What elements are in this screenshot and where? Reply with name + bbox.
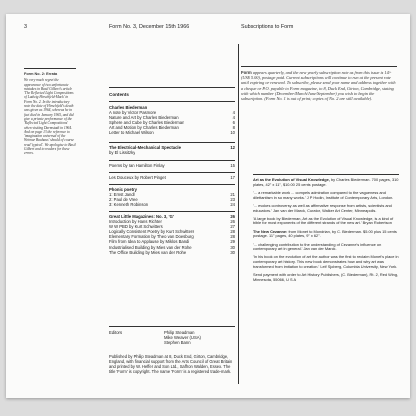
book-advert <box>253 178 399 286</box>
toc-entry-page: 15 <box>230 163 235 168</box>
toc-entry-page: 6 <box>232 120 235 126</box>
toc-entry <box>109 202 235 207</box>
editors-rule <box>109 326 235 327</box>
toc-entry-page: 8 <box>232 125 235 131</box>
advert-text: '... evokes controversy as well as affirmative response from artists, scientists and educators.' Jan van der Marck, Curator, Walker Art Center, Minneapolis. <box>253 202 392 213</box>
toc-entry-title: Industrialised Building by Mies van der Rohe <box>109 244 192 250</box>
toc-entry-title: Elementary Formation by Theo van Doesburg <box>109 234 194 240</box>
advert-paragraph <box>253 204 399 213</box>
errata-rule <box>24 68 76 69</box>
toc-entry-title: 2: Paul de Vree <box>109 197 138 203</box>
advert-text: by Charles Biederman. 700 pages, 310 plates, 42" x 11", $10.00 25 cents postage. <box>253 177 399 187</box>
toc-rule <box>109 160 235 161</box>
toc-rule <box>109 211 235 212</box>
toc-heading-page: 12 <box>230 145 235 150</box>
toc-entry <box>109 250 235 255</box>
toc-entry-title: Nature and Art by Charles Biederman <box>109 115 179 121</box>
editor-name: Philip Steadman <box>164 330 195 335</box>
toc-entry-title: W W PBD by Kurt Schwitters <box>109 224 163 230</box>
toc-rule <box>109 101 235 102</box>
advert-paragraph <box>253 178 399 187</box>
toc-entry-page: 30 <box>230 249 235 255</box>
errata-note <box>24 72 76 156</box>
editor-names <box>164 330 201 345</box>
contents-title: Contents <box>109 92 129 97</box>
subscription-rule <box>241 66 397 67</box>
magazine-page <box>6 14 410 398</box>
toc-heading-page: 26 <box>230 214 235 219</box>
advert-text: 'In his book on the evolution of art the author was the first to reclaim Monet's place in contemporary art history. This new book demonstrates how and why art was transformed from imitation to creation.' Leif Sjoberg, Columbia University, New York. <box>253 254 399 269</box>
toc-section-spectacle <box>109 145 235 155</box>
toc-entry-page: 28 <box>230 229 235 235</box>
toc-entry-page: 21 <box>230 192 235 198</box>
toc-entry-page: 23 <box>230 197 235 203</box>
toc-entry <box>109 130 235 135</box>
advert-paragraph <box>253 273 399 282</box>
advert-text: '... a remarkable work ... compels admiration compared to the vagueness and dilettantism in so many works.' J P Hodin, Institute of Contemporary Arts, London. <box>253 189 394 200</box>
toc-entry-page: 17 <box>230 175 235 180</box>
advert-text: 'A large book by Biederman, Art as the Evolution of Visual Knowledge, is a kind of bible for most exponents of the different strands of the new art.' Bryan Robertson <box>253 215 394 226</box>
toc-heading-title: Great Little Magazines: No. 3, 'G' <box>109 214 174 219</box>
subscription-info <box>241 70 397 101</box>
toc-rule <box>109 142 235 143</box>
subscription-lead: Form <box>241 70 252 75</box>
contents-rule <box>109 87 235 88</box>
errata-text: We very much regret the appearance of two unfortunate mistakes in Basil Gilbert's article 'The Reflected Light Compositions of Ludwig Hirschfeld-Mack' in Form No. 2. In the introductory note the date of Hirschfeld's death was given as 1964, whereas he in fact died in January 1965, and did give a private performance of the 'Reflected Light Compositions' when visiting Darmstadt in 1964. And on page 13 the reference to 'imagination universal of the Weimar Bauhaus' should of course read 'typical'. We apologise to Basil Gilbert and to readers for these errors. <box>24 78 76 156</box>
toc-entry-title: Les Douceux by Robert Pinget <box>109 175 166 180</box>
subscription-text: appears quarterly, and the new yearly subscription rate as from this issue is 14/- (US$ 5.00), postage paid. Current subscriptions will continue to run at the present rate until expiring or renewed. To subscribe, please send your name and address together with a cheque or P.O. payable to Form magazine, to 8, Duck End, Girton, Cambridge, stating with which number (December/March/June/September) you wish to begin the subscription. (Form No. 1 is out of print; copies of No. 2 are still available). <box>241 70 396 102</box>
toc-section-biederman <box>109 105 235 136</box>
toc-entry-page: 4 <box>232 110 235 116</box>
advert-paragraph <box>253 230 399 239</box>
issue-line: Form No. 3, December 15th 1966 <box>109 24 190 30</box>
toc-section-phonic <box>109 187 235 207</box>
publisher-note: Published by Philip Steadman at 8, Duck End, Girton, Cambridge, England, with financial support from the Arts Council of Great Britain and printed by W. Heffer and Son Ltd., Saffron Walden, Essex. The title 'Form' is copyright. The name 'Form' is a registered trade-mark. <box>109 354 233 374</box>
header-section: Subscriptions to Form <box>241 24 294 30</box>
errata-title: Form No. 2: Errata <box>24 72 58 76</box>
toc-entry-page: 30 <box>230 244 235 250</box>
toc-heading-title: The Electrical-Mechanical Spectacle <box>109 145 181 150</box>
toc-section-great-little-magazines <box>109 214 235 255</box>
toc-heading-title: Charles Biederman <box>109 105 148 110</box>
toc-entry-page: 27 <box>230 224 235 230</box>
advert-rule <box>253 174 399 175</box>
advert-bold: The New Cezanne: <box>253 228 288 234</box>
toc-rule <box>109 172 235 173</box>
advert-paragraph <box>253 243 399 252</box>
toc-entry-title: 3: Kenneth Robinson <box>109 202 149 208</box>
toc-entry <box>109 175 235 180</box>
editor-name: Stephen Bann <box>164 340 191 346</box>
toc-section-douceux <box>109 175 235 180</box>
advert-text: from Monet to Mondrian, by C. Biederman. $5.00 plus 15 cents postage. 11" pages, 40 plates, 9" x 62". <box>253 228 397 239</box>
advert-paragraph <box>253 191 399 200</box>
toc-entry-page: 4 <box>232 115 235 121</box>
toc-entry <box>109 150 235 155</box>
toc-entry <box>109 163 235 168</box>
toc-entry-title: Poems by Ian Hamilton Finlay <box>109 163 165 168</box>
toc-entry-page: 10 <box>230 130 235 136</box>
advert-bold: Art as the Evolution of Visual Knowledge, <box>253 177 330 182</box>
advert-text: Send payment with order to Art History Publishers, (C. Biederman), Rt. 2, Red Wing, Minnesota, 55066, U S A <box>253 272 399 282</box>
column-divider <box>238 44 239 384</box>
toc-entry-page: 24 <box>230 202 235 208</box>
toc-entry-page: 29 <box>230 239 235 245</box>
toc-rule <box>109 184 235 185</box>
toc-entry-page: 28 <box>230 234 235 240</box>
editor-name: Mike Weaver (USA) <box>164 335 201 341</box>
advert-text: '... challenging contribution to the understanding of Cezanne's influence on contemporary art in general.' Jan van der Marck. <box>253 241 382 252</box>
toc-heading-title: Phonic poetry <box>109 187 137 192</box>
toc-entry-title: Introduction by Hans Richter <box>109 219 162 225</box>
toc-entry-title: Letter to Michael Wilson <box>109 130 154 136</box>
toc-entry-title: Film from Idea to Applause by Miklos Bandi <box>109 239 190 245</box>
toc-entry-title: by El Lissitzky <box>109 150 136 156</box>
toc-entry-title: Sphere and Cube by Charles Biederman <box>109 120 185 126</box>
toc-entry-page: 26 <box>230 219 235 225</box>
toc-entry-title: Art and Motion by Charles Biederman <box>109 125 179 131</box>
advert-paragraph <box>253 255 399 269</box>
toc-section-poems <box>109 163 235 168</box>
toc-entry-page <box>223 150 235 155</box>
toc-entry-title: The Office Building by Mies van der Rohe <box>109 249 187 255</box>
page-number: 3 <box>24 24 27 30</box>
toc-entry-title: 1: Ernst Jandl <box>109 192 135 198</box>
toc-entry-title: Logically Consistent Poetry by Kurt Schwitters <box>109 229 195 235</box>
advert-paragraph <box>253 217 399 226</box>
toc-entry-title: A note by Victor Pasmore <box>109 110 157 116</box>
editors-label: Editors <box>109 330 123 335</box>
